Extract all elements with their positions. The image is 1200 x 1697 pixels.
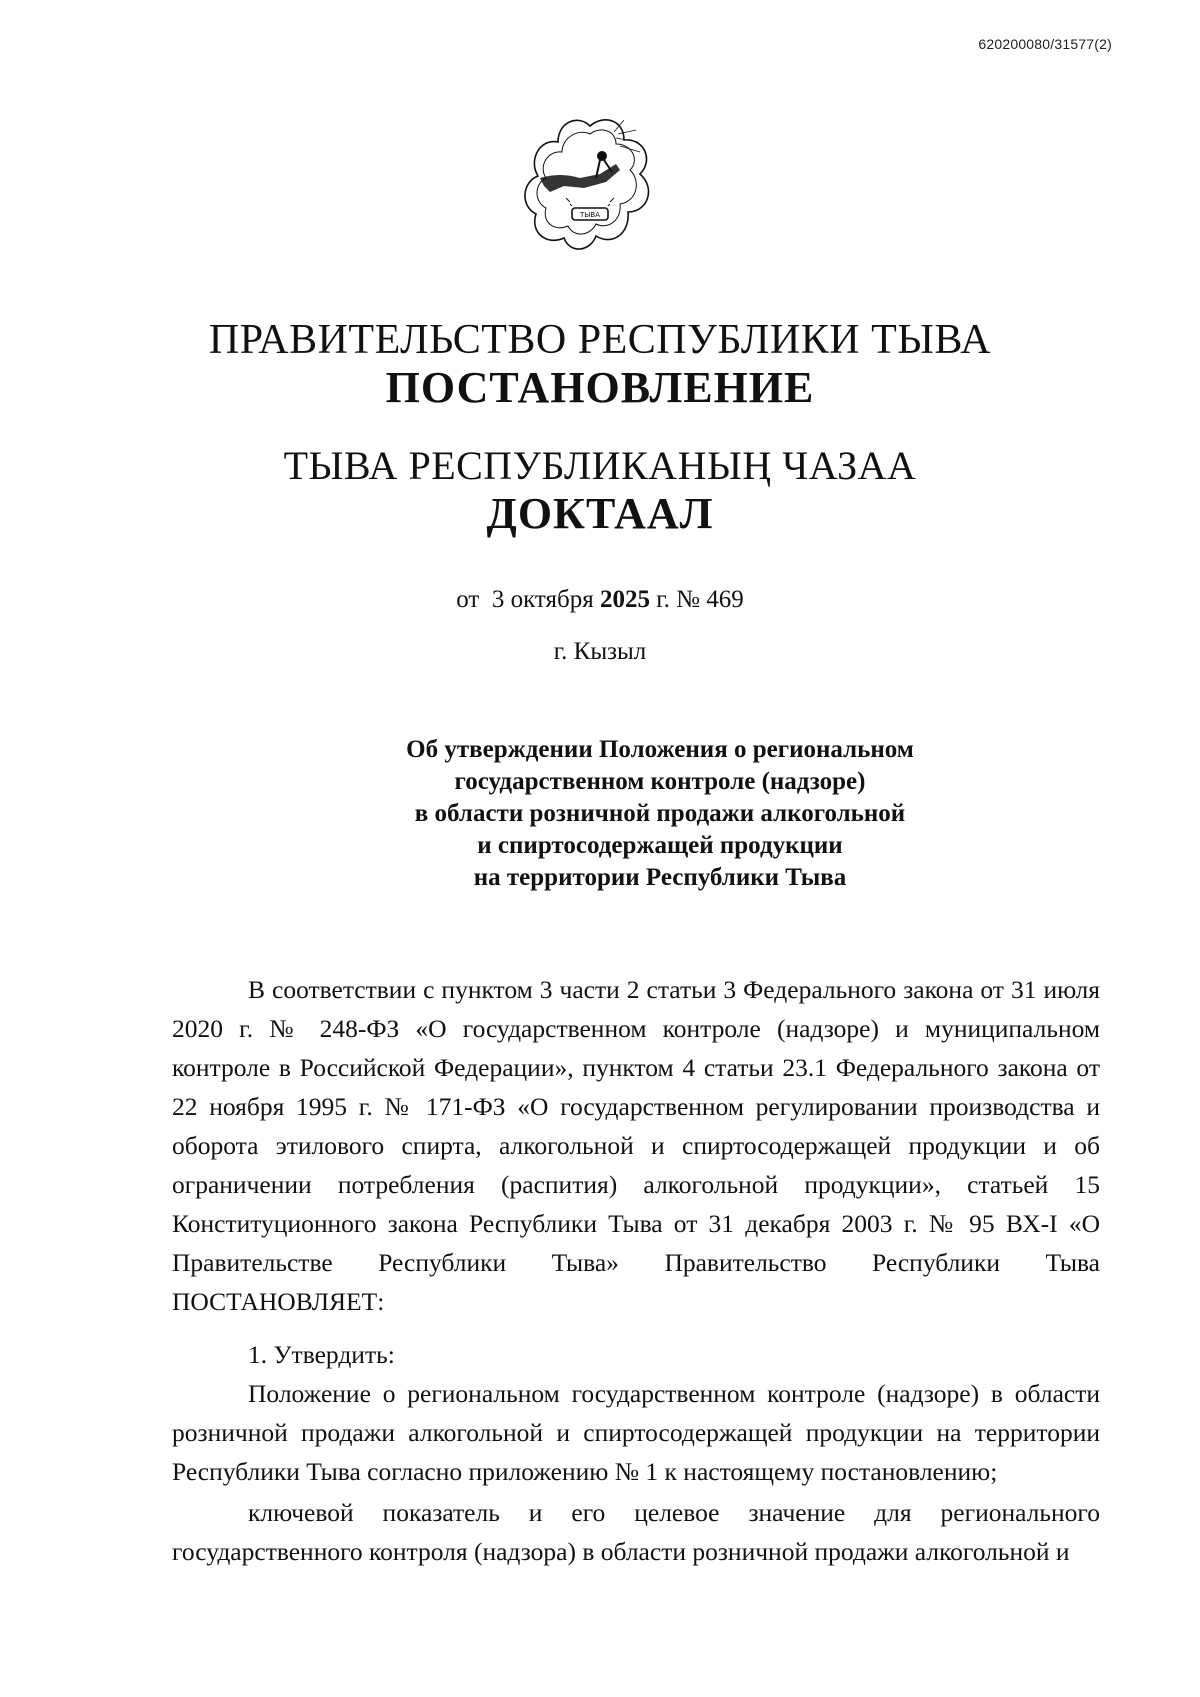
- emblem-text: ТЫВА: [579, 211, 601, 219]
- item-1-paragraph-1: Положение о региональном государственном контроле (надзоре) в области розничной продажи алкогольной и спиртосодержащей продукции на территории Республики Тыва согласно приложению № 1 к настоящему постановлению;: [172, 1379, 1100, 1486]
- title-line: на территории Республики Тыва: [473, 864, 847, 891]
- document-title: [340, 734, 980, 894]
- item-1-paragraph-2: ключевой показатель и его целевое значение для регионального государственного контроля (надзора) в области розничной продажи алкогольной и: [172, 1498, 1100, 1566]
- date-year: 2025: [599, 586, 650, 613]
- document-city: г. Кызыл: [553, 638, 647, 665]
- government-name-tv: ТЫВА РЕСПУБЛИКАНЫҢ ЧАЗАА: [283, 443, 917, 488]
- title-line: Об утверждении Положения о региональном: [406, 736, 914, 763]
- date-suffix: г. № 469: [649, 586, 744, 613]
- title-line: в области розничной продажи алкогольной: [414, 800, 906, 827]
- date-prefix: от 3 октября: [456, 586, 600, 613]
- document-id: 620200080/31577(2): [978, 36, 1112, 52]
- document-type-tv: ДОКТААЛ: [486, 489, 714, 538]
- coat-of-arms-icon: [520, 112, 660, 264]
- document-type-ru: ПОСТАНОВЛЕНИЕ: [385, 363, 815, 412]
- preamble-section: [172, 970, 1100, 1321]
- item-1-heading: 1. Утвердить:: [248, 1340, 395, 1369]
- document-date: [0, 586, 1200, 614]
- title-line: государственном контроле (надзоре): [454, 768, 866, 795]
- preamble-paragraph: В соответствии с пунктом 3 части 2 статьи 3 Федерального закона от 31 июля 2020 г. № 248-ФЗ «О государственном контроле (надзоре) и муниципальном контроле в Российской Федерации», пунктом 4 статьи 23.1 Федерального закона от 22 ноября 1995 г. № 171-ФЗ «О государственном регулировании производства и оборота этилового спирта, алкогольной и спиртосодержащей продукции и об ограничении потребления (распития) алкогольной продукции», статьей 15 Конституционного закона Республики Тыва от 31 декабря 2003 г. № 95 ВХ-I «О Правительстве Республики Тыва» Правительство Республики Тыва ПОСТАНОВЛЯЕТ:: [172, 975, 1100, 1316]
- government-name-ru: ПРАВИТЕЛЬСТВО РЕСПУБЛИКИ ТЫВА: [208, 317, 992, 363]
- item-1-section: [172, 1335, 1100, 1571]
- title-line: и спиртосодержащей продукции: [477, 832, 843, 859]
